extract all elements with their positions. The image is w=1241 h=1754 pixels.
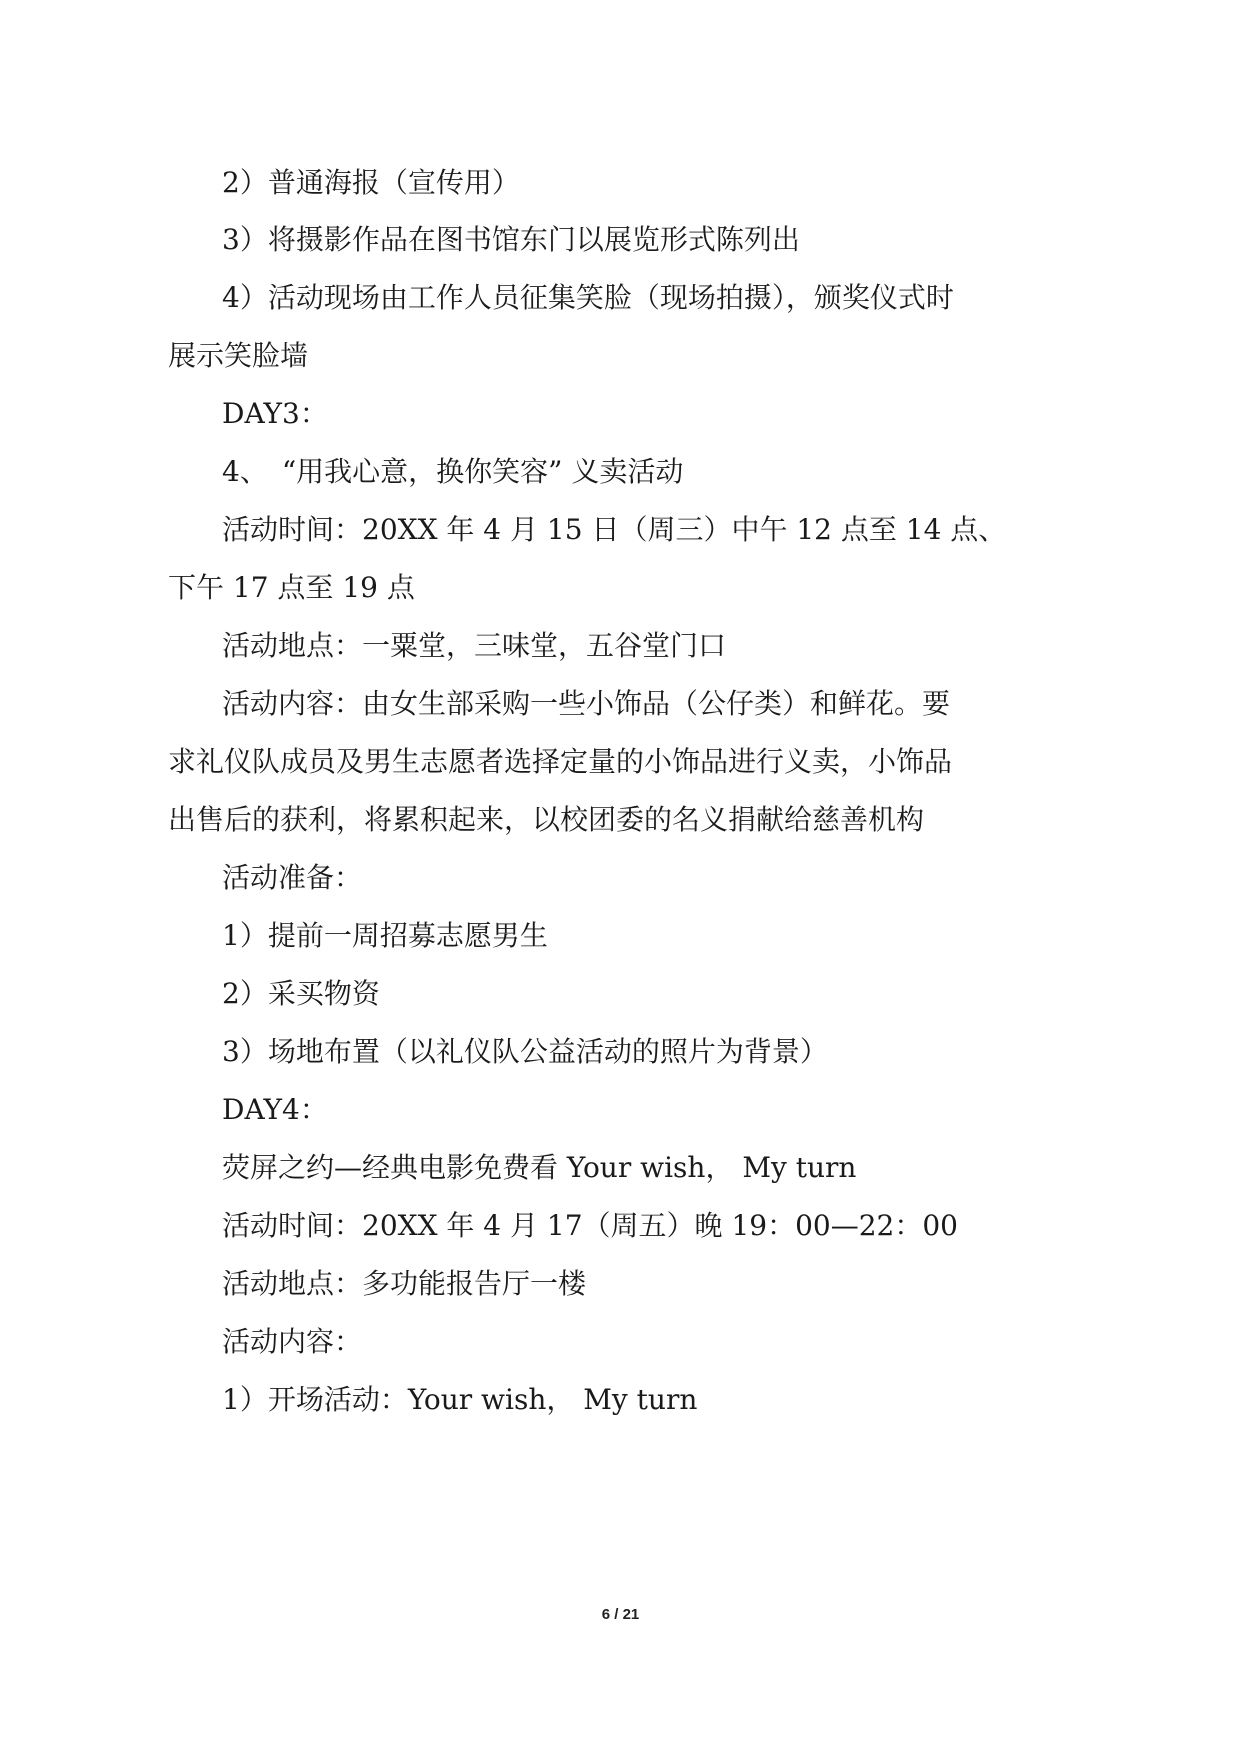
text-line-1: 2）普通海报（宣传用） bbox=[222, 166, 520, 199]
text-line-6: 4、 “用我心意，换你笑容” 义卖活动 bbox=[222, 455, 684, 488]
text-line-19: 活动时间：20XX 年 4 月 17（周五）晚 19：00—22：00 bbox=[222, 1209, 958, 1242]
text-line-8: 下午 17 点至 19 点 bbox=[168, 571, 415, 604]
text-line-13: 活动准备： bbox=[222, 861, 363, 894]
text-line-16: 3）场地布置（以礼仪队公益活动的照片为背景） bbox=[222, 1035, 828, 1068]
text-line-14: 1）提前一周招募志愿男生 bbox=[222, 919, 548, 952]
section-heading-day3: DAY3： bbox=[222, 397, 328, 430]
text-line-12: 出售后的获利，将累积起来，以校团委的名义捐献给慈善机构 bbox=[168, 803, 925, 836]
text-line-15: 2）采买物资 bbox=[222, 977, 380, 1010]
text-line-21: 活动内容： bbox=[222, 1325, 363, 1358]
text-line-7: 活动时间：20XX 年 4 月 15 日（周三）中午 12 点至 14 点、 bbox=[222, 513, 1007, 546]
text-line-10: 活动内容：由女生部采购一些小饰品（公仔类）和鲜花。要 bbox=[222, 687, 951, 720]
text-line-4: 展示笑脸墙 bbox=[168, 339, 309, 372]
page-number: 6 / 21 bbox=[601, 1606, 640, 1623]
text-line-20: 活动地点：多功能报告厅一楼 bbox=[222, 1267, 587, 1300]
text-line-11: 求礼仪队成员及男生志愿者选择定量的小饰品进行义卖，小饰品 bbox=[168, 745, 953, 778]
text-line-22: 1）开场活动：Your wish， My turn bbox=[222, 1383, 698, 1416]
text-line-3: 4）活动现场由工作人员征集笑脸（现场拍摄），颁奖仪式时 bbox=[222, 281, 954, 314]
text-line-9: 活动地点：一粟堂，三味堂，五谷堂门口 bbox=[222, 629, 727, 662]
text-line-2: 3）将摄影作品在图书馆东门以展览形式陈列出 bbox=[222, 223, 800, 256]
text-line-18: 荧屏之约—经典电影免费看 Your wish， My turn bbox=[222, 1151, 857, 1184]
section-heading-day4: DAY4： bbox=[222, 1093, 328, 1126]
